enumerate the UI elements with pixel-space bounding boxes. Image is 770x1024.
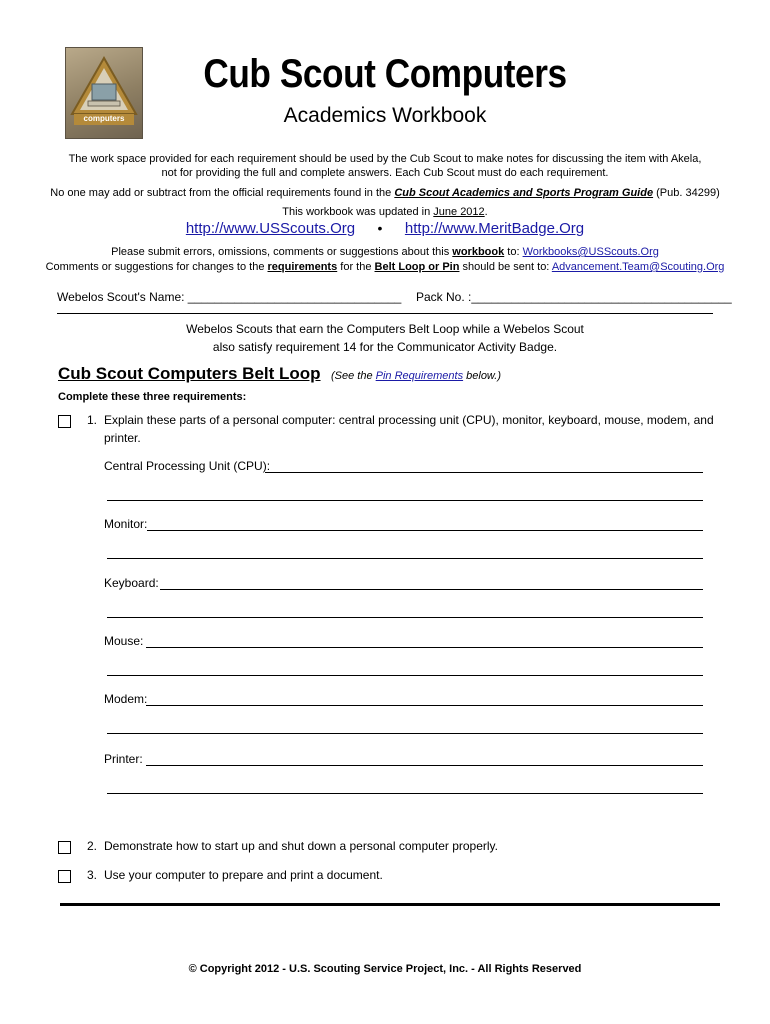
printer-answer-line-1[interactable] bbox=[146, 765, 703, 766]
req-1-text-1: Explain these parts of a personal computer: central processing unit (CPU), monitor, keyboard, mouse, modem, and bbox=[104, 413, 714, 427]
intro-line-3 bbox=[0, 186, 770, 201]
workbooks-email-link[interactable]: Workbooks@USScouts.Org bbox=[522, 246, 659, 258]
contact-2-bold2: Belt Loop or Pin bbox=[374, 261, 460, 273]
intro-line-3-post: (Pub. 34299) bbox=[653, 187, 720, 199]
req-3-text: Use your computer to prepare and print a document. bbox=[104, 868, 383, 882]
monitor-label: Monitor: bbox=[104, 517, 148, 531]
updated-pre: This workbook was updated in bbox=[282, 206, 434, 218]
webelos-note-1: Webelos Scouts that earn the Computers Belt Loop while a Webelos Scout bbox=[186, 322, 584, 336]
computers-belt-loop-badge bbox=[65, 47, 143, 139]
req-1-text-2: printer. bbox=[104, 431, 141, 445]
keyboard-answer-line-1[interactable] bbox=[160, 589, 703, 590]
see-post: below.) bbox=[463, 370, 501, 382]
modem-label: Modem: bbox=[104, 692, 148, 706]
keyboard-label: Keyboard: bbox=[104, 576, 159, 590]
contact-line-1 bbox=[0, 245, 770, 260]
belt-loop-heading: Cub Scout Computers Belt Loop bbox=[58, 364, 321, 383]
cpu-answer-line-1[interactable] bbox=[265, 472, 703, 473]
mouse-answer-line-2[interactable] bbox=[107, 675, 703, 676]
modem-answer-line-2[interactable] bbox=[107, 733, 703, 734]
updated-date: June 2012 bbox=[433, 206, 485, 218]
see-pin-note bbox=[331, 370, 501, 382]
contact-1-mid: to: bbox=[504, 246, 523, 258]
contact-line-2 bbox=[0, 260, 770, 275]
meritbadge-link[interactable]: http://www.MeritBadge.Org bbox=[404, 220, 585, 237]
cpu-label: Central Processing Unit (CPU): bbox=[104, 459, 271, 473]
divider bbox=[57, 313, 713, 314]
badge-caption: computers bbox=[83, 114, 125, 123]
cpu-answer-line-2[interactable] bbox=[107, 500, 703, 501]
monitor-answer-line-1[interactable] bbox=[147, 530, 703, 531]
monitor-answer-line-2[interactable] bbox=[107, 558, 703, 559]
advancement-email-link[interactable]: Advancement.Team@Scouting.Org bbox=[551, 261, 725, 273]
pin-requirements-link[interactable]: Pin Requirements bbox=[375, 370, 464, 382]
webelos-note-2: also satisfy requirement 14 for the Communicator Activity Badge. bbox=[212, 340, 558, 354]
contact-1-pre: Please submit errors, omissions, comments or suggestions about this bbox=[111, 246, 453, 258]
pack-number-field[interactable]: Pack No. :_______________________________________ bbox=[416, 290, 732, 304]
links-separator: • bbox=[377, 220, 383, 236]
req-3-number: 3. bbox=[87, 868, 98, 882]
see-pre: (See the bbox=[331, 370, 376, 382]
page-title: Cub Scout Computers bbox=[203, 52, 567, 96]
contact-2-pre: Comments or suggestions for changes to the bbox=[45, 261, 268, 273]
program-guide-link[interactable]: Cub Scout Academics and Sports Program Guide bbox=[394, 187, 654, 199]
req-1-checkbox[interactable] bbox=[58, 415, 71, 428]
mouse-answer-line-1[interactable] bbox=[146, 647, 703, 648]
modem-answer-line-1[interactable] bbox=[146, 705, 703, 706]
req-3-checkbox[interactable] bbox=[58, 870, 71, 883]
contact-2-bold: requirements bbox=[267, 261, 338, 273]
printer-answer-line-2[interactable] bbox=[107, 793, 703, 794]
intro-line-3-pre: No one may add or subtract from the official requirements found in the bbox=[50, 187, 395, 199]
badge-triangle-icon bbox=[66, 48, 142, 138]
bottom-divider bbox=[60, 903, 720, 906]
req-2-text: Demonstrate how to start up and shut down a personal computer properly. bbox=[104, 839, 498, 853]
intro-line-2: not for providing the full and complete answers. Each Cub Scout must do each requirement. bbox=[161, 167, 609, 179]
req-2-number: 2. bbox=[87, 839, 98, 853]
req-1-number: 1. bbox=[87, 413, 98, 427]
complete-requirements-label: Complete these three requirements: bbox=[58, 391, 247, 403]
contact-2-mid2: should be sent to: bbox=[459, 261, 552, 273]
usscouts-link[interactable]: http://www.USScouts.Org bbox=[185, 220, 356, 237]
printer-label: Printer: bbox=[104, 752, 143, 766]
scout-name-field[interactable]: Webelos Scout's Name: ________________________________ bbox=[57, 290, 402, 304]
contact-2-mid: for the bbox=[337, 261, 375, 273]
updated-post: . bbox=[484, 206, 488, 218]
updated-line bbox=[0, 205, 770, 220]
page-subtitle: Academics Workbook bbox=[283, 104, 487, 127]
intro-line-1: The work space provided for each requirement should be used by the Cub Scout to make notes for discussing the item with Akela, bbox=[68, 153, 702, 165]
website-links bbox=[0, 220, 770, 238]
belt-loop-section-header bbox=[58, 364, 501, 384]
contact-1-bold: workbook bbox=[452, 246, 505, 258]
copyright-footer: © Copyright 2012 - U.S. Scouting Service Project, Inc. - All Rights Reserved bbox=[188, 963, 582, 975]
keyboard-answer-line-2[interactable] bbox=[107, 617, 703, 618]
mouse-label: Mouse: bbox=[104, 634, 144, 648]
req-2-checkbox[interactable] bbox=[58, 841, 71, 854]
